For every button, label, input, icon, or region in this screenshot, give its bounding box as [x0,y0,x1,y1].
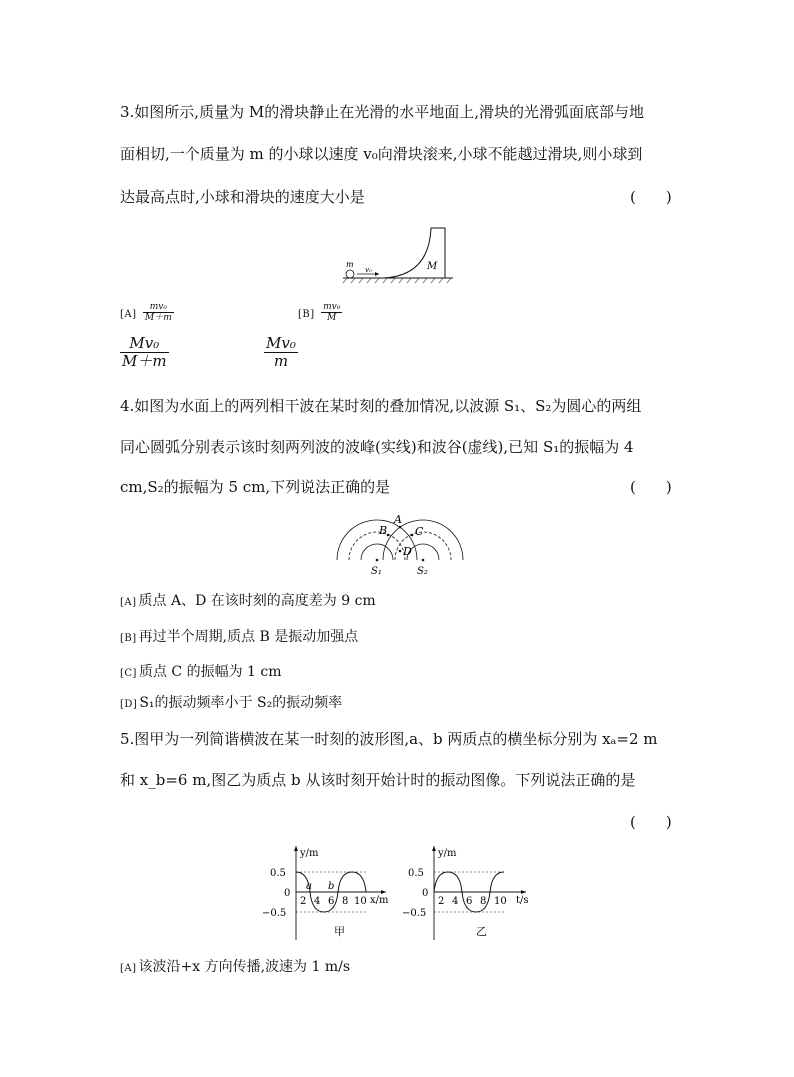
q4-option-c [120,661,282,681]
q5-stem-line-2: 和 x_b=6 m,图乙为质点 b 从该时刻开始计时的振动图像。下列说法正确的是 [120,771,636,789]
x-tick-label: 6 [466,896,473,907]
option-tag: [A] [120,963,137,974]
x-tick-label: 8 [342,896,349,907]
q3-stem-line-1: 3.如图所示,质量为 M的滑块静止在光滑的水平地面上,滑块的光滑弧面底部与地 [120,103,644,121]
q3-option-b [298,302,342,324]
source-s2-label: S₂ [417,566,428,577]
option-tag: [A] [120,597,137,608]
y-tick-zero: 0 [284,888,291,899]
option-d-fraction: $\frac{\text{Mv₀}}{m}$ [266,334,296,371]
point-b-label: b [328,881,335,892]
y-tick-neg: −0.5 [262,908,287,919]
option-text: S₁的振动频率小于 S₂的振动频率 [139,695,343,711]
x-tick-label: 4 [452,896,459,907]
x-tick-label: 10 [494,896,507,907]
x-tick-label: 4 [314,896,321,907]
x-tick-label: 10 [354,896,367,907]
q4-option-a [120,590,376,610]
option-a-fraction: $\frac{\text{mv₀}}{M+m}$ [144,302,172,324]
option-text: 质点 C 的振幅为 1 cm [138,664,282,680]
q5-answer-blank: ( ) [630,813,672,831]
ball-mass-label: m [346,260,354,269]
option-text: 该波沿+x 方向传播,波速为 1 m/s [138,959,351,975]
y-tick-neg: −0.5 [402,908,427,919]
y-axis-label: y/m [300,848,319,859]
q3-stem-line-2: 面相切,一个质量为 m 的小球以速度 v₀向滑块滚来,小球不能越过滑块,则小球到 [120,145,643,163]
y-tick-pos: 0.5 [408,868,424,879]
point-c-label: C [415,525,424,538]
x-tick-label: 6 [328,896,335,907]
point-b-label: B [379,524,388,537]
y-tick-zero: 0 [422,888,429,899]
option-b-fraction: $\frac{\text{mv₀}}{M}$ [323,302,341,324]
x-tick-label: 8 [480,896,487,907]
q3-stem-line-3: 达最高点时,小球和滑块的速度大小是 [120,188,365,206]
q4-option-b [120,626,358,646]
q3-option-d [264,335,298,371]
q4-answer-blank: ( ) [630,478,672,496]
q4-option-d [120,692,342,712]
q3-answer-blank: ( ) [630,188,672,206]
option-tag: [D] [120,699,138,710]
figure-caption: 乙 [476,925,487,938]
ball [346,270,354,278]
point-d-label: D [403,545,412,558]
option-tag: [B] [120,633,137,644]
x-axis-label: x/m [370,895,389,906]
option-tag: [A] [120,308,137,320]
q4-stem-line-3: cm,S₂的振幅为 5 cm,下列说法正确的是 [120,478,391,496]
q5-option-a [120,956,350,976]
y-axis-label: y/m [438,848,457,859]
q3-option-c [120,335,169,371]
x-tick-label: 2 [300,896,307,907]
q4-stem-line-2: 同心圆弧分别表示该时刻两列波的波峰(实线)和波谷(虚线),已知 S₁的振幅为 4 [120,438,634,456]
figure-caption: 甲 [334,925,345,938]
q4-interference-figure [333,510,467,580]
velocity-label: v₀ [365,266,372,274]
q3-slider-figure [335,222,465,290]
source-s1-label: S₁ [371,566,382,577]
option-text: 质点 A、D 在该时刻的高度差为 9 cm [138,593,376,609]
q3-option-a [120,302,174,324]
point-a-label: a [306,881,312,892]
y-tick-pos: 0.5 [270,868,286,879]
q5-vibration-figure-right [402,842,542,942]
option-text: 再过半个周期,质点 B 是振动加强点 [138,629,359,645]
x-tick-label: 2 [438,896,445,907]
q4-stem-line-1: 4.如图为水面上的两列相干波在某时刻的叠加情况,以波源 S₁、S₂为圆心的两组 [120,397,642,415]
point-a-label: A [394,513,402,526]
option-c-fraction: $\frac{\text{Mv₀}}{M+m}$ [122,334,167,371]
x-axis-label: t/s [516,895,529,906]
option-tag: [C] [120,668,137,679]
q5-wave-figure-left [262,842,402,942]
q5-stem-line-1: 5.图甲为一列简谐横波在某一时刻的波形图,a、b 两质点的横坐标分别为 xₐ=2 m [120,730,658,748]
option-tag: [B] [298,308,315,320]
block-mass-label: M [427,261,438,272]
